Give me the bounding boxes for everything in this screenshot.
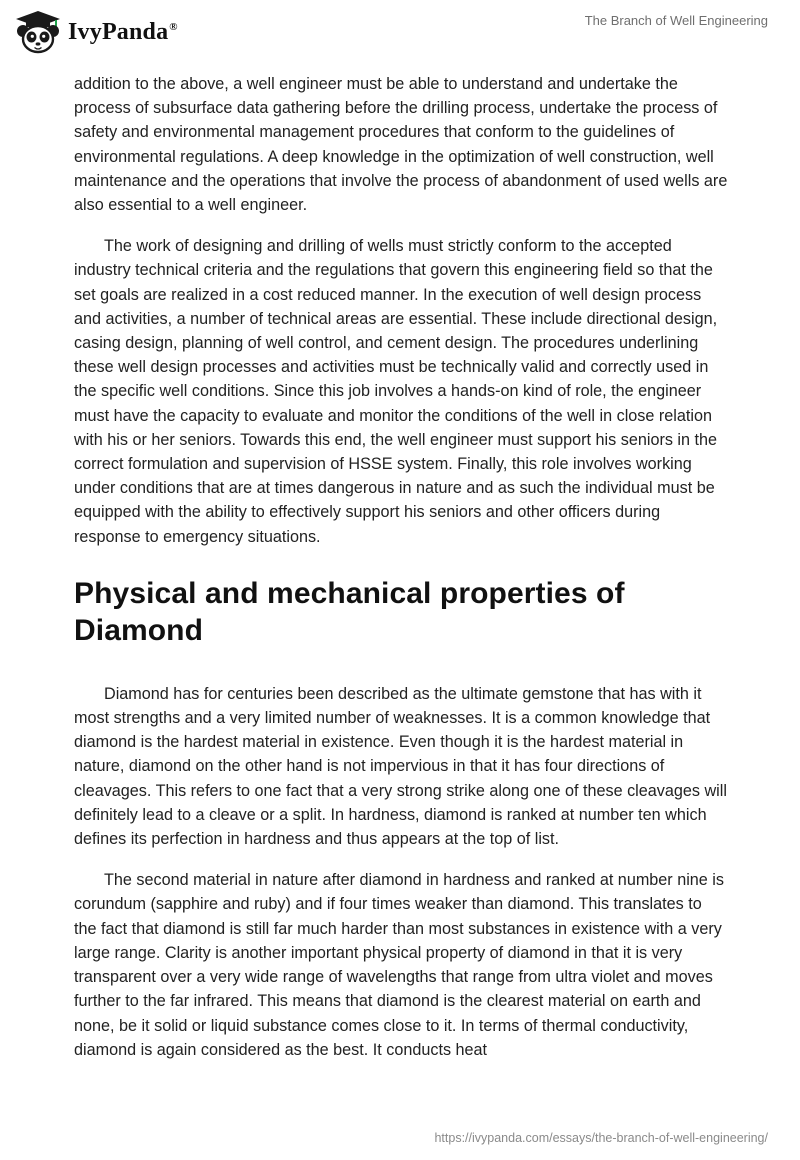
- brand-name: IvyPanda®: [68, 18, 178, 45]
- section-heading: Physical and mechanical properties of Diamond: [74, 576, 625, 647]
- paragraph: Diamond has for centuries been described as the ultimate gemstone that has with it most strengths and a very limited number of weaknesses. It is a common knowledge that diamond is the hardest material in existence. Even though it is the hardest material in nature, diamond on the other hand is not impervious in that it has four directions of cleavages. This refers to one fact that a very strong strike along one of these cleavages will definitely lead to a cleave or a split. In hardness, diamond is ranked at number ten which defines its perfection in hardness and thus appears at the top of list.: [74, 684, 727, 849]
- paragraph-continuation: addition to the above, a well engineer must be able to understand and undertake the process of subsurface data gathering before the drilling process, undertake the process of safety and environmental management procedures that conform to the guidelines of environmental regulations. A deep knowledge in the optimization of well construction, well maintenance and the operations that involve the process of abandonment of used wells are also essential to a well engineer.: [74, 75, 728, 215]
- document-title: The Branch of Well Engineering: [584, 13, 768, 28]
- source-url[interactable]: https://ivypanda.com/essays/the-branch-of-well-engineering/: [434, 1131, 768, 1145]
- brand-logo[interactable]: [14, 9, 178, 55]
- paragraph: The second material in nature after diamond in hardness and ranked at number nine is corundum (sapphire and ruby) and if four times weaker than diamond. This translates to the fact that diamond is still far much harder than most substances in existence with a very large range. Clarity is another important physical property of diamond in that it is very transparent over a very wide range of wavelengths that range from ultra violet and moves further to the far infrared. This means that diamond is the clearest material on earth and none, be it solid or liquid substance comes close to it. In terms of thermal conductivity, diamond is again considered as the best. It conducts heat: [74, 871, 724, 1059]
- paragraph: The work of designing and drilling of wells must strictly conform to the accepted industry technical criteria and the regulations that govern this engineering field so that the set goals are realized in a cost reduced manner. In the execution of well design process and activities, a number of technical areas are essential. These include directional design, casing design, planning of well control, and cement design. The procedures underlining these well design processes and activities must be technically valid and correctly used in the specific well conditions. Since this job involves a hands-on kind of role, the engineer must have the capacity to evaluate and monitor the conditions of the well in close relation with his or her seniors. Towards this end, the well engineer must support his seniors in the correct formulation and supervision of HSSE system. Finally, this role involves working under conditions that are at times dangerous in nature and as such the individual must be equipped with the ability to effectively support his seniors and other officers during response to emergency situations.: [74, 237, 718, 546]
- registered-mark: ®: [169, 20, 178, 33]
- essay-body: [74, 72, 728, 1079]
- panda-graduate-icon: [14, 9, 62, 55]
